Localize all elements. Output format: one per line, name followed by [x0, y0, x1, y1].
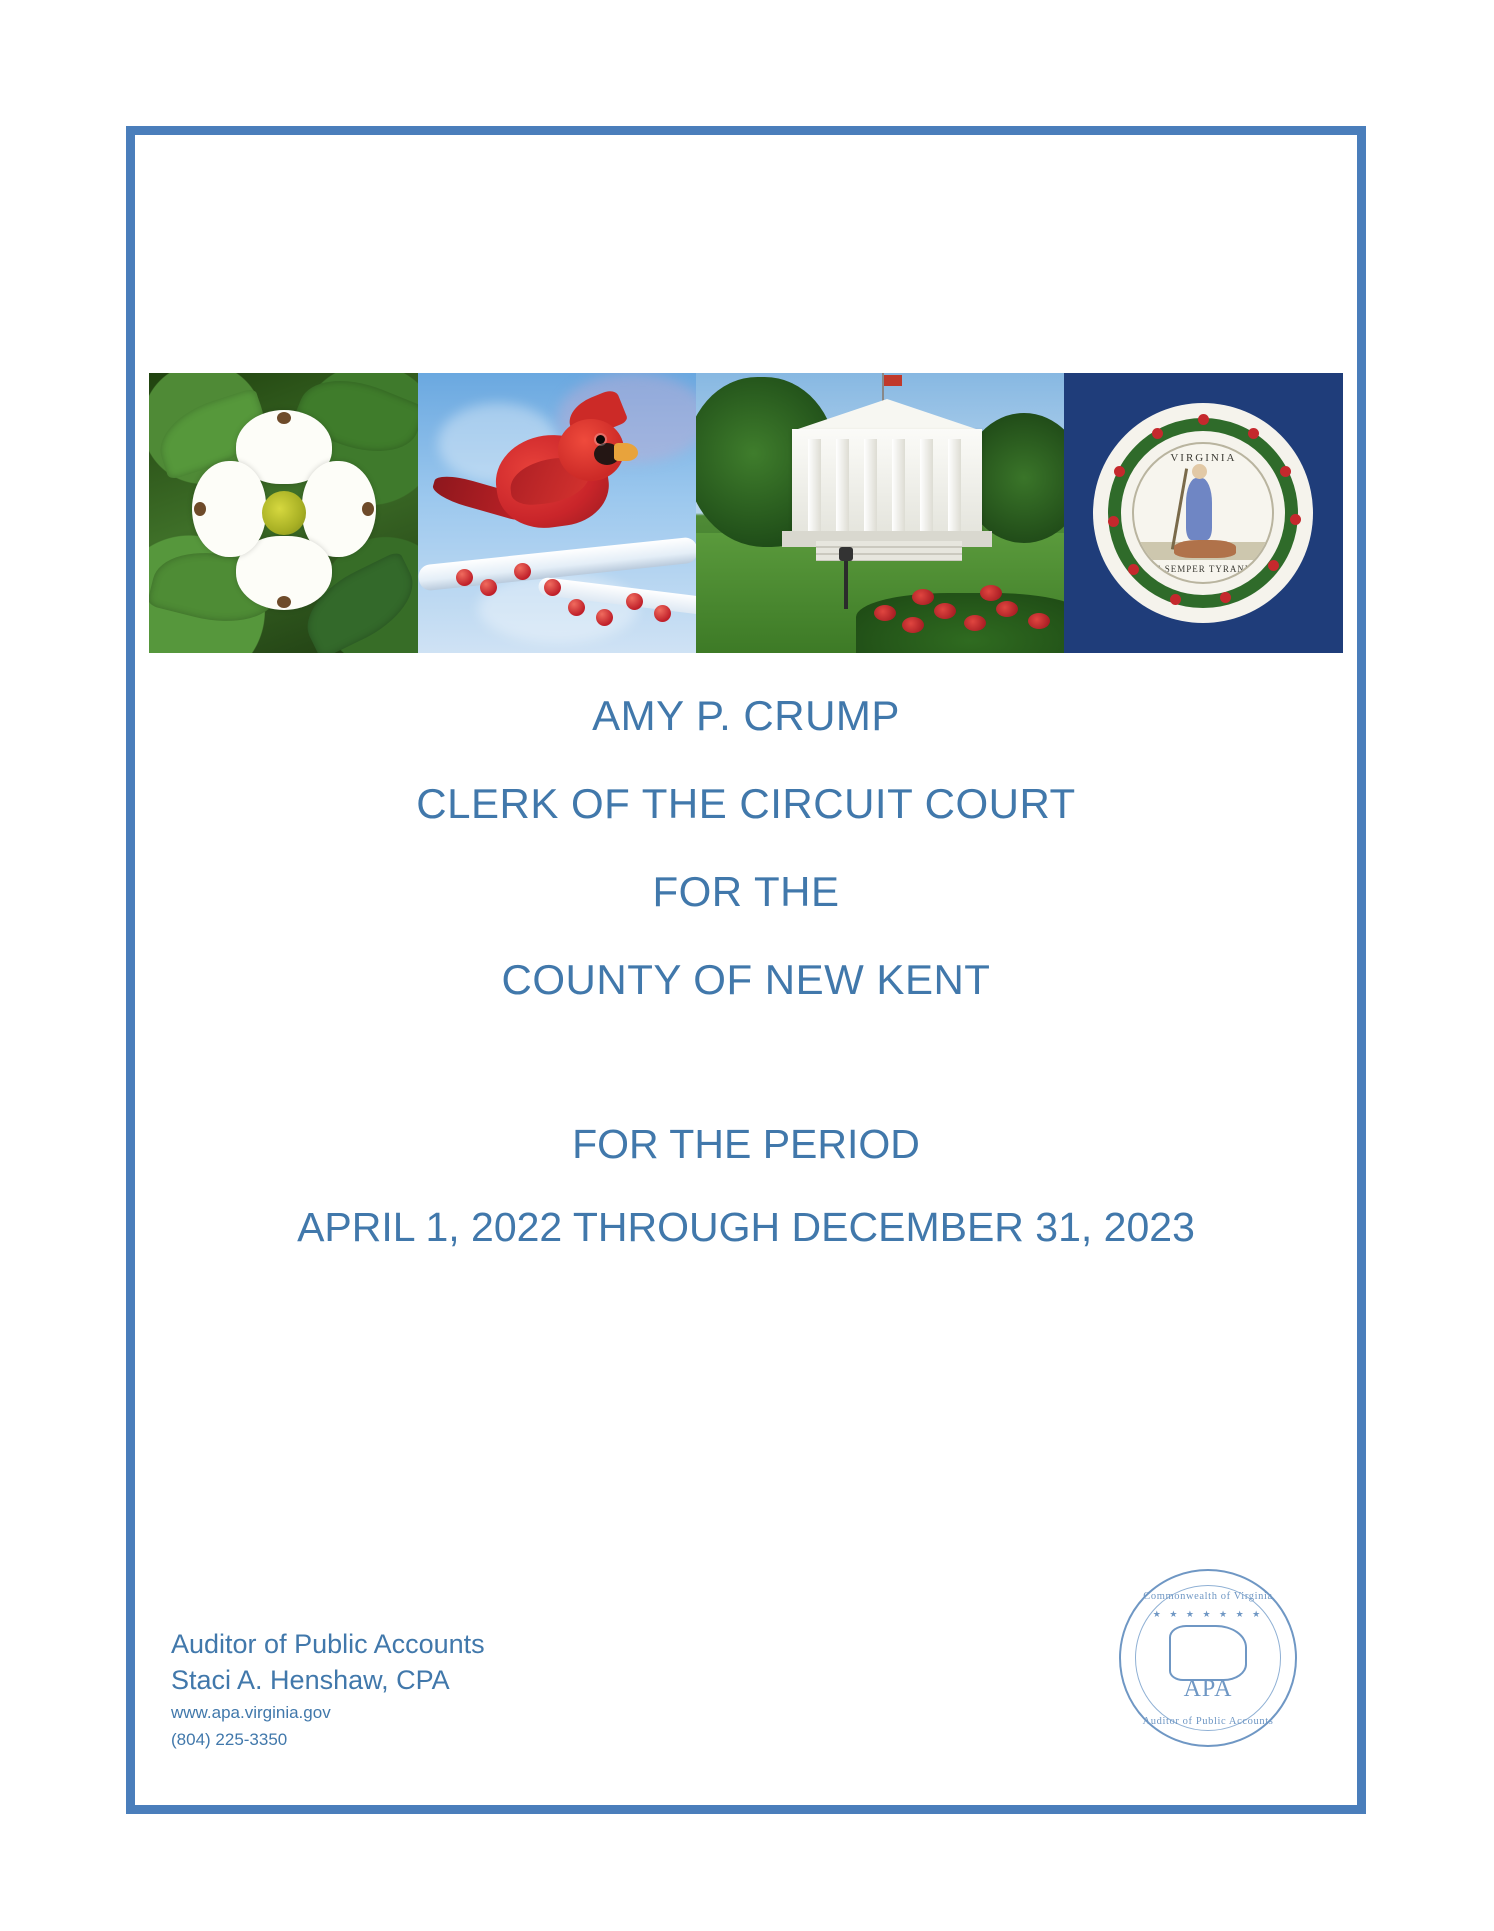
rose — [996, 601, 1018, 617]
agency-website-link[interactable]: www.apa.virginia.gov — [171, 1702, 331, 1722]
auditor-official-name: Staci A. Henshaw, CPA — [171, 1665, 450, 1696]
column — [864, 439, 877, 531]
logo-bottom-text: Auditor of Public Accounts — [1142, 1716, 1274, 1727]
column — [836, 439, 849, 531]
cover-title-line-2: CLERK OF THE CIRCUIT COURT — [416, 780, 1076, 827]
seal-motto-text: SIC SEMPER TYRANNIS — [1144, 564, 1263, 574]
seal-inner-disc — [1132, 442, 1274, 584]
cover-title-block — [135, 692, 1357, 1287]
rose — [874, 605, 896, 621]
cover-period-range: APRIL 1, 2022 THROUGH DECEMBER 31, 2023 — [297, 1204, 1195, 1250]
rose — [902, 617, 924, 633]
rose — [1028, 613, 1050, 629]
auditor-office-name: Auditor of Public Accounts — [171, 1628, 485, 1659]
cover-photo-strip — [135, 373, 1357, 653]
virginia-flag-photo — [1064, 373, 1343, 653]
cover-title-line-3: FOR THE — [652, 868, 840, 915]
logo-top-text: Commonwealth of Virginia — [1143, 1591, 1273, 1602]
cover-footer-contact — [171, 1626, 485, 1753]
virginia-state-outline-icon — [1169, 1625, 1247, 1681]
rose — [912, 589, 934, 605]
cover-period-block — [135, 1121, 1357, 1251]
column — [948, 439, 961, 531]
dogwood-flower-photo — [149, 373, 418, 653]
logo-abbreviation: APA — [1183, 1676, 1233, 1702]
berry — [626, 593, 643, 610]
apa-seal-logo — [1119, 1569, 1297, 1747]
petal-shape — [192, 461, 266, 557]
flower-center — [262, 491, 306, 535]
cover-period-label: FOR THE PERIOD — [572, 1121, 920, 1167]
cover-footer — [171, 1569, 1321, 1753]
cover-title-line-1: AMY P. CRUMP — [592, 692, 900, 739]
seal-virtus-figure — [1186, 478, 1212, 540]
capitol-steps — [816, 541, 962, 561]
virginia-capitol-photo — [696, 373, 1064, 653]
cardinal-bird-photo — [418, 373, 695, 653]
column — [920, 439, 933, 531]
seal-fallen-figure — [1174, 540, 1236, 558]
capitol-pediment — [792, 399, 982, 431]
dogwood-blossom — [181, 410, 387, 616]
flag-shape — [884, 375, 902, 386]
virginia-seal — [1098, 408, 1308, 618]
rose — [934, 603, 956, 619]
logo-stars: ★ ★ ★ ★ ★ ★ ★ — [1152, 1609, 1264, 1619]
agency-phone-number: (804) 225-3350 — [171, 1729, 288, 1749]
rose — [980, 585, 1002, 601]
rose — [964, 615, 986, 631]
cover-title-line-4: COUNTY OF NEW KENT — [501, 956, 991, 1003]
column — [808, 439, 821, 531]
column — [892, 439, 905, 531]
cover-top-banner — [135, 135, 1357, 363]
berry — [654, 605, 671, 622]
seal-top-text: VIRGINIA — [1170, 452, 1237, 464]
cover-frame — [126, 126, 1366, 1814]
bird-beak — [614, 443, 638, 461]
lamp-post — [844, 557, 848, 609]
